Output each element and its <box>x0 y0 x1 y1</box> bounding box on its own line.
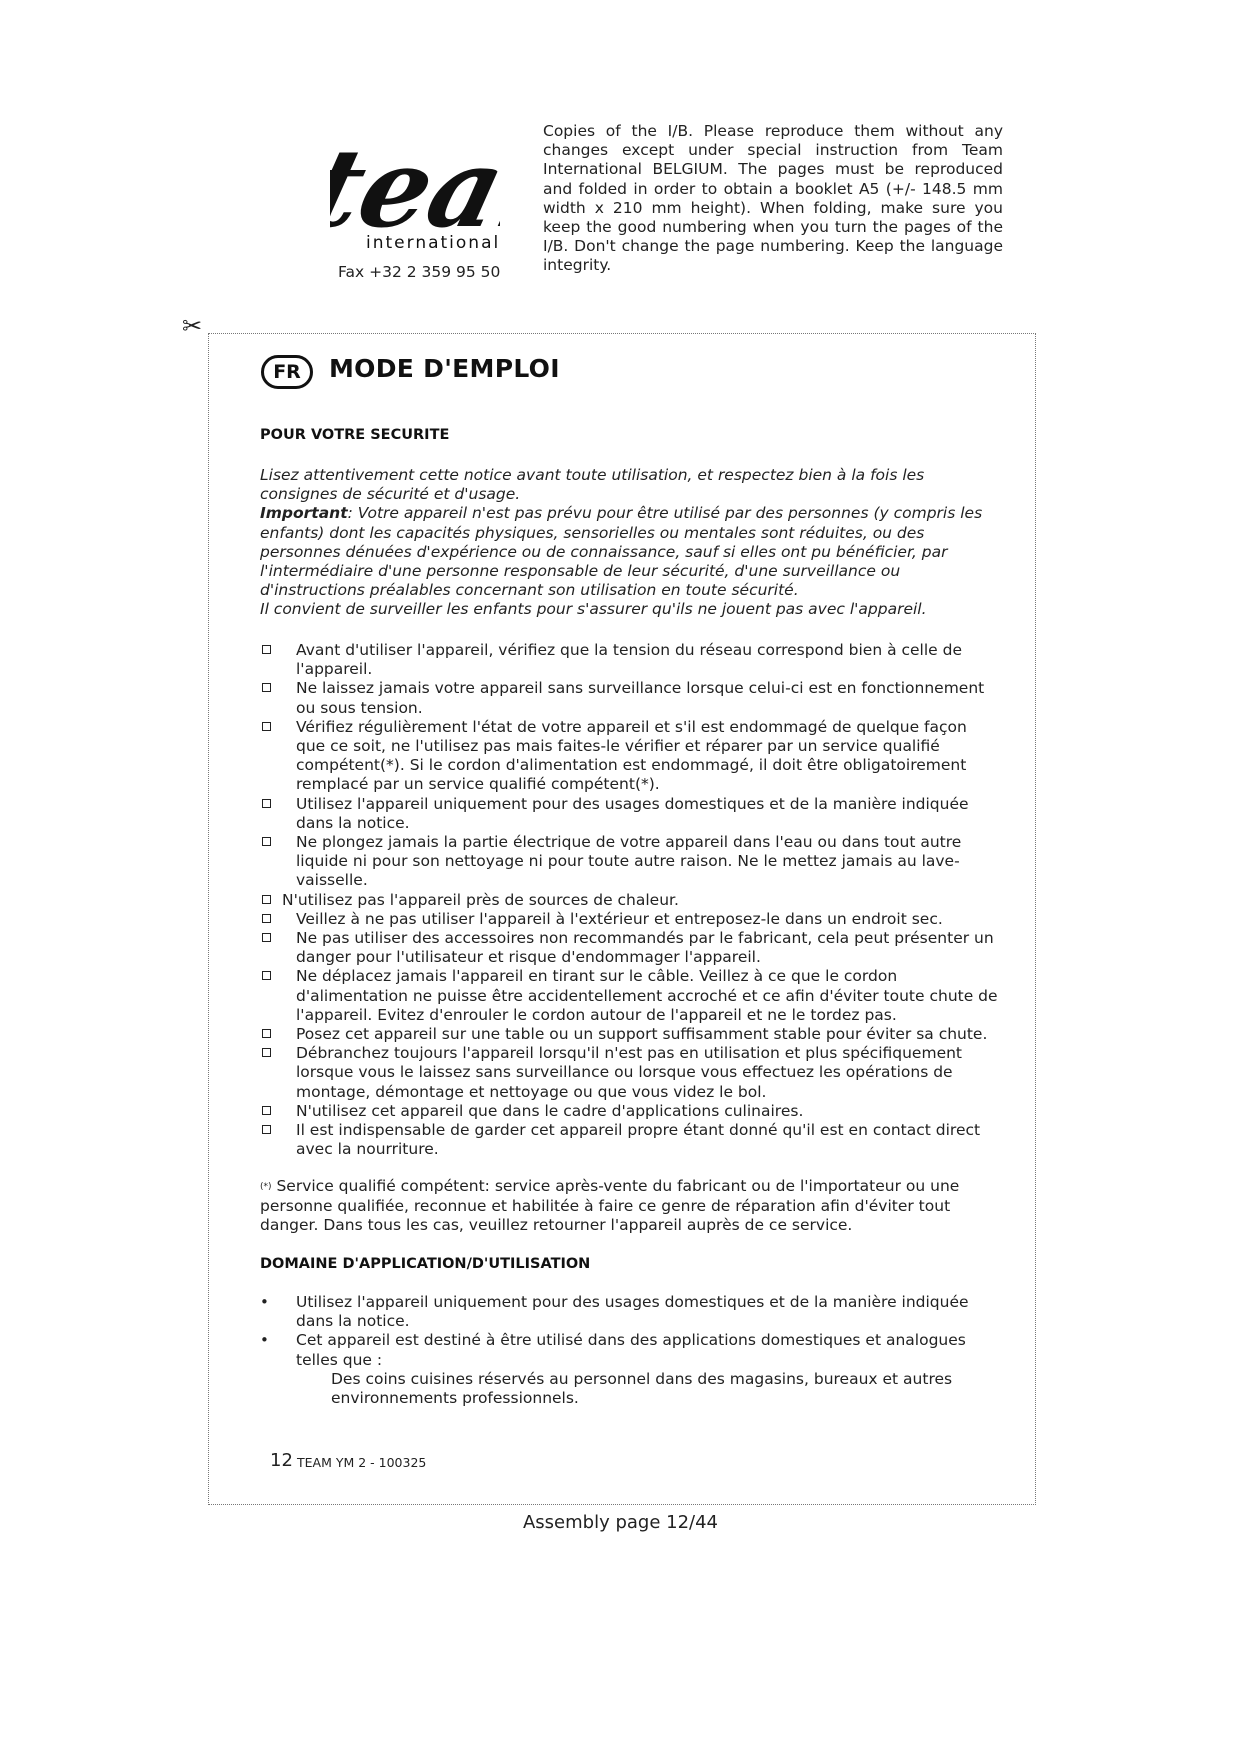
safety-intro <box>260 466 1000 620</box>
list-item: Ne plongez jamais la partie électrique de votre appareil dans l'eau ou dans tout autre liquide ni pour son nettoyage ni pour toute autre raison. Ne le mettez jamais au lave-vaisselle. <box>260 833 1000 891</box>
checkbox-icon <box>262 914 271 923</box>
logo-wordmark: team <box>330 124 500 252</box>
team-international-logo <box>330 118 500 258</box>
list-item: Il est indispensable de garder cet appareil propre étant donné qu'il est en contact direct avec la nourriture. <box>260 1121 1000 1159</box>
list-item: N'utilisez pas l'appareil près de sources de chaleur. <box>260 891 1000 910</box>
list-item: N'utilisez cet appareil que dans le cadre d'applications culinaires. <box>260 1102 1000 1121</box>
list-item: Vérifiez régulièrement l'état de votre appareil et s'il est endommagé de quelque façon que ce soit, ne l'utilisez pas mais faites-le vérifier et réparer par un service qualifié compétent(*). Si le cordon d'alimentation est endommagé, il doit être obligatoirement remplacé par un service qualifié compétent(*). <box>260 718 1000 795</box>
footnote <box>260 1177 1000 1236</box>
list-item: • Utilisez l'appareil uniquement pour des usages domestiques et de la manière indiquée dans la notice. <box>260 1293 969 1331</box>
language-badge: FR <box>261 355 313 389</box>
list-item: • Cet appareil est destiné à être utilisé dans des applications domestiques et analogues telles que : <box>260 1331 966 1369</box>
usage-list <box>260 1293 1000 1370</box>
checkbox-icon <box>262 1106 271 1115</box>
list-item: Ne laissez jamais votre appareil sans surveillance lorsque celui-ci est en fonctionnement ou sous tension. <box>260 679 1000 717</box>
children-paragraph: Il convient de surveiller les enfants pour s'assurer qu'ils ne jouent pas avec l'appareil. <box>260 600 927 619</box>
important-label: Important <box>260 504 348 523</box>
logo-subtitle: international <box>366 233 500 253</box>
checkbox-icon <box>262 895 271 904</box>
list-item: Débranchez toujours l'appareil lorsqu'il n'est pas en utilisation et plus spécifiquement lorsque vous le laissez sans surveillance ou lorsque vous effectuez les opérations de montage, démontage et nettoyage ou que vous videz le bol. <box>260 1044 1000 1102</box>
scissors-icon: ✂ <box>182 312 203 340</box>
list-item: Utilisez l'appareil uniquement pour des usages domestiques et de la manière indiquée dans la notice. <box>260 795 1000 833</box>
checkbox-icon <box>262 933 271 942</box>
page-title: MODE D'EMPLOI <box>329 354 560 383</box>
assembly-page: Assembly page 12/44 <box>522 1512 719 1533</box>
footnote-text: Service qualifié compétent: service après-vente du fabricant ou de l'importateur ou une personne qualifiée, reconnue et habilitée à faire ce genre de réparation afin d'éviter tout danger. Dans tous les cas, veuillez retourner l'appareil auprès de ce service. <box>260 1177 960 1235</box>
footnote-mark: (*) <box>260 1182 272 1192</box>
list-item: Ne déplacez jamais l'appareil en tirant sur le câble. Veillez à ce que le cordon d'alimentation ne puisse être accidentellement accroché et ce afin d'éviter toute chute de l'appareil. Evitez d'enrouler le cordon autour de l'appareil et ne le tordez pas. <box>260 967 1000 1025</box>
intro-paragraph: Lisez attentivement cette notice avant toute utilisation, et respectez bien à la fois les consignes de sécurité et d'usage. <box>260 466 925 504</box>
bullet-icon: • <box>260 1331 269 1350</box>
checkbox-icon <box>262 799 271 808</box>
checkbox-icon <box>262 971 271 980</box>
model-reference: TEAM YM 2 - 100325 <box>297 1455 427 1470</box>
list-item: Veillez à ne pas utiliser l'appareil à l'extérieur et entreposez-le dans un endroit sec. <box>260 910 1000 929</box>
checkbox-icon <box>262 683 271 692</box>
bullet-icon: • <box>260 1293 269 1311</box>
print-instructions: Copies of the I/B. Please reproduce them without any changes except under special instruction from Team International BELGIUM. The pages must be reproduced and folded in order to obtain a booklet A5 (+/- 148.5 mm width x 210 mm height). When folding, make sure you keep the good numbering when you turn the pages of the I/B. Don't change the page numbering. Keep the language integrity. <box>543 122 1003 275</box>
safety-checklist <box>260 641 1000 1159</box>
fax-number: Fax +32 2 359 95 50 <box>338 263 501 281</box>
list-item: Ne pas utiliser des accessoires non recommandés par le fabricant, cela peut présenter un danger pour l'utilisateur et risque d'endommager l'appareil. <box>260 929 1000 967</box>
checkbox-icon <box>262 1048 271 1057</box>
checkbox-icon <box>262 1125 271 1134</box>
list-item: Avant d'utiliser l'appareil, vérifiez que la tension du réseau correspond bien à celle de l'appareil. <box>260 641 1000 679</box>
checkbox-icon <box>262 1029 271 1038</box>
usage-subitem: Des coins cuisines réservés au personnel dans des magasins, bureaux et autres environnements professionnels. <box>331 1370 953 1408</box>
checkbox-icon <box>262 837 271 846</box>
important-paragraph <box>260 504 1000 600</box>
section-heading-safety: POUR VOTRE SECURITE <box>260 427 450 443</box>
important-text: : Votre appareil n'est pas prévu pour être utilisé par des personnes (y compris les enfants) dont les capacités physiques, sensorielles ou mentales sont réduites, ou des personnes dénuées d'expérience ou de connaissance, sauf si elles ont pu bénéficier, par l'intermédiaire d'une personne responsable de leur sécurité, d'une surveillance ou d'instructions préalables concernant son utilisation en toute sécurité. <box>260 504 983 600</box>
list-item: Posez cet appareil sur une table ou un support suffisamment stable pour éviter sa chute. <box>260 1025 1000 1044</box>
page-number: 12 <box>270 1450 293 1471</box>
checkbox-icon <box>262 722 271 731</box>
checkbox-icon <box>262 645 271 654</box>
section-heading-usage: DOMAINE D'APPLICATION/D'UTILISATION <box>260 1256 591 1272</box>
